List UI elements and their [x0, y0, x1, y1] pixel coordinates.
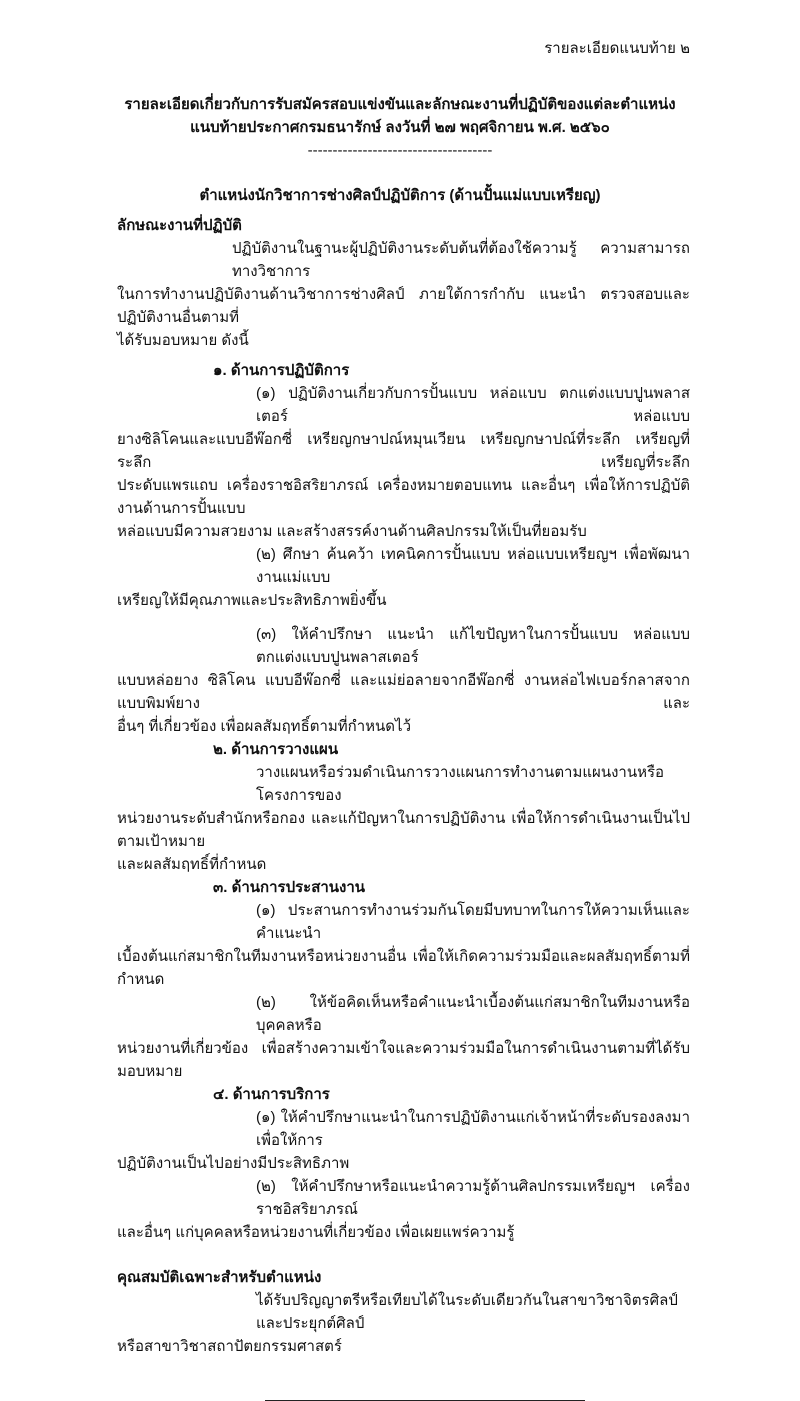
paragraph-line: และอื่นๆ แก่บุคคลหรือหน่วยงานที่เกี่ยวข้อง เพื่อเผยแพร่ความรู้: [117, 1224, 515, 1241]
paragraph-line: ในการทำงานปฏิบัติงานด้านวิชาการช่างศิลป์ ภายใต้การกำกับ แนะนำ ตรวจสอบและปฏิบัติงานอื่นตามที่: [117, 286, 690, 326]
paragraph-line: หล่อแบบมีความสวยงาม และสร้างสรรค์งานด้านศิลปกรรมให้เป็นที่ยอมรับ: [117, 523, 587, 540]
position-title: ตำแหน่งนักวิชาการช่างศิลป์ปฏิบัติการ (ด้านปั้นแม่แบบเหรียญ): [199, 187, 601, 204]
document-title-line-1: รายละเอียดเกี่ยวกับการรับสมัครสอบแข่งขันและลักษณะงานที่ปฏิบัติของแต่ละตำแหน่ง: [124, 96, 676, 113]
paragraph-line: ยางซิลิโคนและแบบอีพ๊อกซี่ เหรียญกษาปณ์หมุนเวียน เหรียญกษาปณ์ที่ระลึก เหรียญที่ระลึก เหรียญที่ระลึก: [117, 431, 690, 471]
paragraph-line: (๑) ประสานการทำงานร่วมกันโดยมีบทบาทในการให้ความเห็นและคำแนะนำ: [256, 902, 690, 942]
paragraph-line: ปฏิบัติงานเป็นไปอย่างมีประสิทธิภาพ: [117, 1155, 350, 1172]
paragraph-line: และผลสัมฤทธิ์ที่กำหนด: [117, 856, 267, 873]
paragraph-line: หน่วยงานระดับสำนักหรือกอง และแก้ปัญหาในการปฏิบัติงาน เพื่อให้การดำเนินงานเป็นไปตามเป้าหมาย: [117, 810, 690, 850]
paragraph-line: (๑) ปฏิบัติงานเกี่ยวกับการปั้นแบบ หล่อแบบ ตกแต่งแบบปูนพลาสเตอร์ หล่อแบบ: [256, 385, 690, 425]
paragraph-line: (๓) ให้คำปรึกษา แนะนำ แก้ไขปัญหาในการปั้นแบบ หล่อแบบ ตกแต่งแบบปูนพลาสเตอร์: [256, 626, 690, 666]
paragraph-line: (๒) ให้ข้อคิดเห็นหรือคำแนะนำเบื้องต้นแก่สมาชิกในทีมงานหรือบุคคลหรือ: [256, 994, 690, 1034]
section-heading-service: ๔. ด้านการบริการ: [213, 1086, 330, 1103]
paragraph-line: ปฏิบัติงานในฐานะผู้ปฏิบัติงานระดับต้นที่ต้องใช้ความรู้ ความสามารถทางวิชาการ: [232, 240, 690, 280]
section-heading-coordination: ๓. ด้านการประสานงาน: [213, 879, 366, 896]
paragraph-line: (๒) ศึกษา ค้นคว้า เทคนิคการปั้นแบบ หล่อแบบเหรียญฯ เพื่อพัฒนางานแม่แบบ: [256, 546, 690, 586]
paragraph-line: ได้รับมอบหมาย ดังนี้: [117, 332, 249, 349]
paragraph-line: ประดับแพรแถบ เครื่องราชอิสริยาภรณ์ เครื่องหมายตอบแทน และอื่นๆ เพื่อให้การปฏิบัติงานด้านการปั้นแบบ: [117, 477, 690, 517]
paragraph-line: (๒) ให้คำปรึกษาหรือแนะนำความรู้ด้านศิลปกรรมเหรียญฯ เครื่องราชอิสริยาภรณ์: [256, 1178, 690, 1218]
paragraph-line: วางแผนหรือร่วมดำเนินการวางแผนการทำงานตามแผนงานหรือโครงการของ: [256, 764, 665, 804]
title-separator: -------------------------------------: [307, 142, 493, 159]
paragraph-line: หรือสาขาวิชาสถาปัตยกรรมศาสตร์: [117, 1338, 342, 1355]
paragraph-line: ได้รับปริญญาตรีหรือเทียบได้ในระดับเดียวกันในสาขาวิชาจิตรศิลป์และประยุกต์ศิลป์: [256, 1292, 678, 1332]
paragraph-line: เหรียญให้มีคุณภาพและประสิทธิภาพยิ่งขึ้น: [117, 592, 387, 609]
qualifications-heading: คุณสมบัติเฉพาะสำหรับตำแหน่ง: [117, 1269, 322, 1286]
paragraph-line: อื่นๆ ที่เกี่ยวข้อง เพื่อผลสัมฤทธิ์ตามที่กำหนดไว้: [117, 718, 412, 735]
paragraph-line: หน่วยงานที่เกี่ยวข้อง เพื่อสร้างความเข้าใจและความร่วมมือในการดำเนินงานตามที่ได้รับมอบหมาย: [117, 1040, 690, 1080]
section-heading-operations: ๑. ด้านการปฏิบัติการ: [213, 362, 350, 379]
document-title-line-2: แนบท้ายประกาศกรมธนารักษ์ ลงวันที่ ๒๗ พฤศจิกายน พ.ศ. ๒๕๖๐: [190, 119, 610, 136]
paragraph-line: เบื้องต้นแก่สมาชิกในทีมงานหรือหน่วยงานอื่น เพื่อให้เกิดความร่วมมือและผลสัมฤทธิ์ตามที่กำหนด: [117, 948, 690, 988]
paragraph-line: (๑) ให้คำปรึกษาแนะนำในการปฏิบัติงานแก่เจ้าหน้าที่ระดับรองลงมา เพื่อให้การ: [256, 1109, 690, 1149]
paragraph-line: แบบหล่อยาง ซิลิโคน แบบอีพ๊อกซี่ และแม่ย่อลายจากอีพ๊อกซี่ งานหล่อไฟเบอร์กลาสจากแบบพิมพ์ยาง และ: [117, 672, 690, 712]
annex-label: รายละเอียดแนบท้าย ๒: [544, 40, 690, 57]
section-heading-planning: ๒. ด้านการวางแผน: [213, 741, 339, 758]
duties-heading: ลักษณะงานที่ปฏิบัติ: [117, 217, 242, 234]
